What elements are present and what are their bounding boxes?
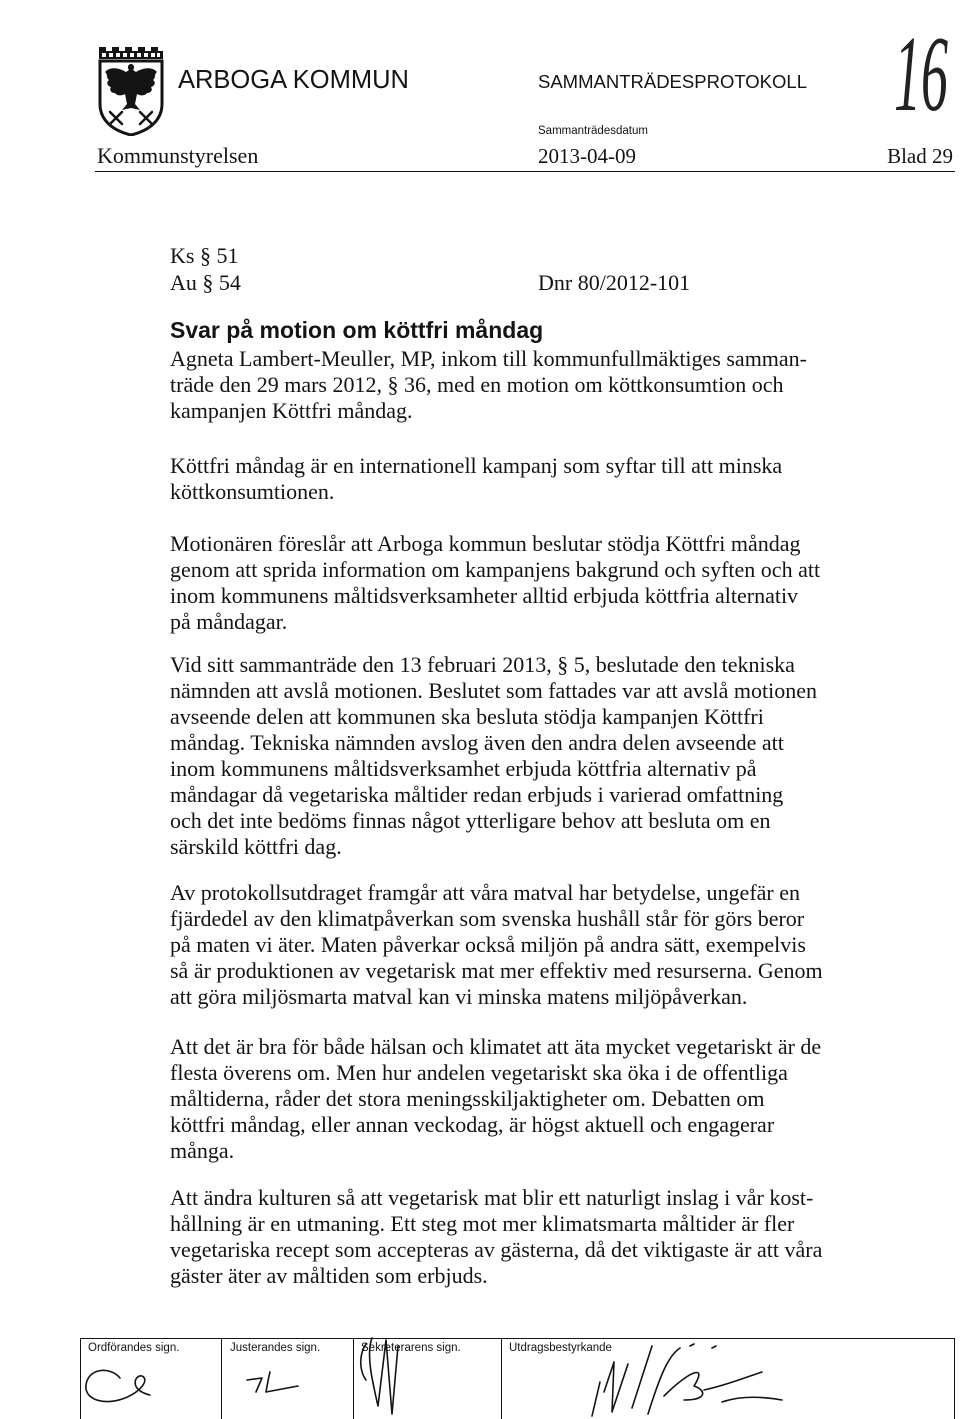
- text-line: måltiderna, råder det stora meningsskiljaktigheter om. Debatten om: [170, 1086, 765, 1111]
- signatures: [0, 1320, 960, 1419]
- text-line: särskild köttfri dag.: [170, 834, 342, 859]
- paragraph-culture-change: [170, 1185, 822, 1289]
- paragraph-technical-committee: [170, 652, 817, 860]
- adjuster-signature: [247, 1372, 298, 1392]
- text-line: kampanjen Köttfri måndag.: [170, 398, 413, 423]
- text-line: på maten vi äter. Maten påverkar också miljön på andra sätt, exempelvis: [170, 932, 806, 957]
- chair-sign-label: Ordförandes sign.: [88, 1342, 180, 1354]
- meeting-date-label: Sammanträdesdatum: [538, 125, 648, 137]
- paragraph-proposal: [170, 531, 820, 635]
- header-divider: [95, 171, 955, 172]
- text-line: Att det är bra för både hälsan och klimatet att äta mycket vegetariskt är de: [170, 1034, 822, 1059]
- paragraph-campaign: [170, 453, 782, 505]
- extract-certifier-signature: [592, 1344, 782, 1416]
- coat-of-arms-icon: [96, 44, 166, 136]
- text-line: vegetariska recept som accepteras av gästerna, då det viktigaste är att våra: [170, 1237, 823, 1262]
- text-line: Av protokollsutdraget framgår att våra matval har betydelse, ungefär en: [170, 880, 801, 905]
- text-line: Agneta Lambert-Meuller, MP, inkom till kommunfullmäktiges samman-: [170, 346, 808, 371]
- text-line: köttkonsumtionen.: [170, 479, 335, 504]
- text-line: flesta överens om. Men hur andelen vegetariskt ska öka i de offentliga: [170, 1060, 788, 1085]
- text-line: genom att sprida information om kampanjens bakgrund och syften och att: [170, 557, 821, 582]
- document-type: SAMMANTRÄDESPROTOKOLL: [538, 71, 807, 92]
- text-line: på måndagar.: [170, 609, 288, 634]
- ks-paragraph-ref: Ks § 51: [170, 243, 239, 268]
- adjuster-sign-label: Justerandes sign.: [230, 1342, 321, 1354]
- text-line: Motionären föreslår att Arboga kommun beslutar stödja Köttfri måndag: [170, 531, 801, 556]
- text-line: Att ändra kulturen så att vegetarisk mat blir ett naturligt inslag i vår kost-: [170, 1185, 814, 1210]
- case-title: Svar på motion om köttfri måndag: [170, 317, 544, 343]
- text-line: att göra miljösmarta matval kan vi minska matens miljöpåverkan.: [170, 984, 748, 1009]
- text-line: avseende delen att kommunen ska besluta stödja kampanjen Köttfri: [170, 704, 764, 729]
- handwritten-page-number: 16: [894, 15, 948, 134]
- text-line: gäster äter av måltiden som erbjuds.: [170, 1263, 488, 1288]
- text-line: så är produktionen av vegetarisk mat mer effektiv med resurserna. Genom: [170, 958, 823, 983]
- sheet-number: Blad 29: [887, 144, 953, 168]
- text-line: Vid sitt sammanträde den 13 februari 2013, § 5, beslutade den tekniska: [170, 652, 795, 677]
- text-line: hållning är en utmaning. Ett steg mot mer klimatsmarta måltider är fler: [170, 1211, 795, 1236]
- text-line: inom kommunens måltidsverksamhet erbjuda köttfria alternativ på: [170, 756, 757, 781]
- au-paragraph-ref: Au § 54: [170, 270, 241, 295]
- text-line: många.: [170, 1138, 235, 1163]
- text-line: inom kommunens måltidsverksamheter alltid erbjuda köttfria alternativ: [170, 583, 799, 608]
- extract-certified-label: Utdragsbestyrkande: [509, 1342, 612, 1354]
- text-line: Köttfri måndag är en internationell kampanj som syftar till att minska: [170, 453, 783, 478]
- secretary-sign-label: Sekreterarens sign.: [361, 1342, 461, 1354]
- text-line: nämnden att avslå motionen. Beslutet som fattades var att avslå motionen: [170, 678, 818, 703]
- text-line: köttfri måndag, eller annan veckodag, är högst aktuell och engagerar: [170, 1112, 775, 1137]
- text-line: måndagar då vegetariska måltider redan erbjuds i varierad omfattning: [170, 782, 784, 807]
- secretary-signature: [361, 1338, 398, 1414]
- paragraph-climate-impact: [170, 880, 823, 1010]
- chair-signature: [86, 1370, 150, 1401]
- paragraph-motion-intro: [170, 346, 807, 424]
- organization-name: ARBOGA KOMMUN: [178, 66, 409, 94]
- meeting-date: 2013-04-09: [538, 144, 636, 168]
- paragraph-debate: [170, 1034, 821, 1164]
- text-line: måndag. Tekniska nämnden avslog även den andra delen avseende att: [170, 730, 784, 755]
- committee-name: Kommunstyrelsen: [97, 143, 259, 168]
- text-line: och det inte bedöms finnas något ytterligare behov att besluta om en: [170, 808, 771, 833]
- diary-number: Dnr 80/2012-101: [538, 270, 691, 295]
- text-line: träde den 29 mars 2012, § 36, med en motion om köttkonsumtion och: [170, 372, 784, 397]
- text-line: fjärdedel av den klimatpåverkan som svenska hushåll står för görs beror: [170, 906, 805, 931]
